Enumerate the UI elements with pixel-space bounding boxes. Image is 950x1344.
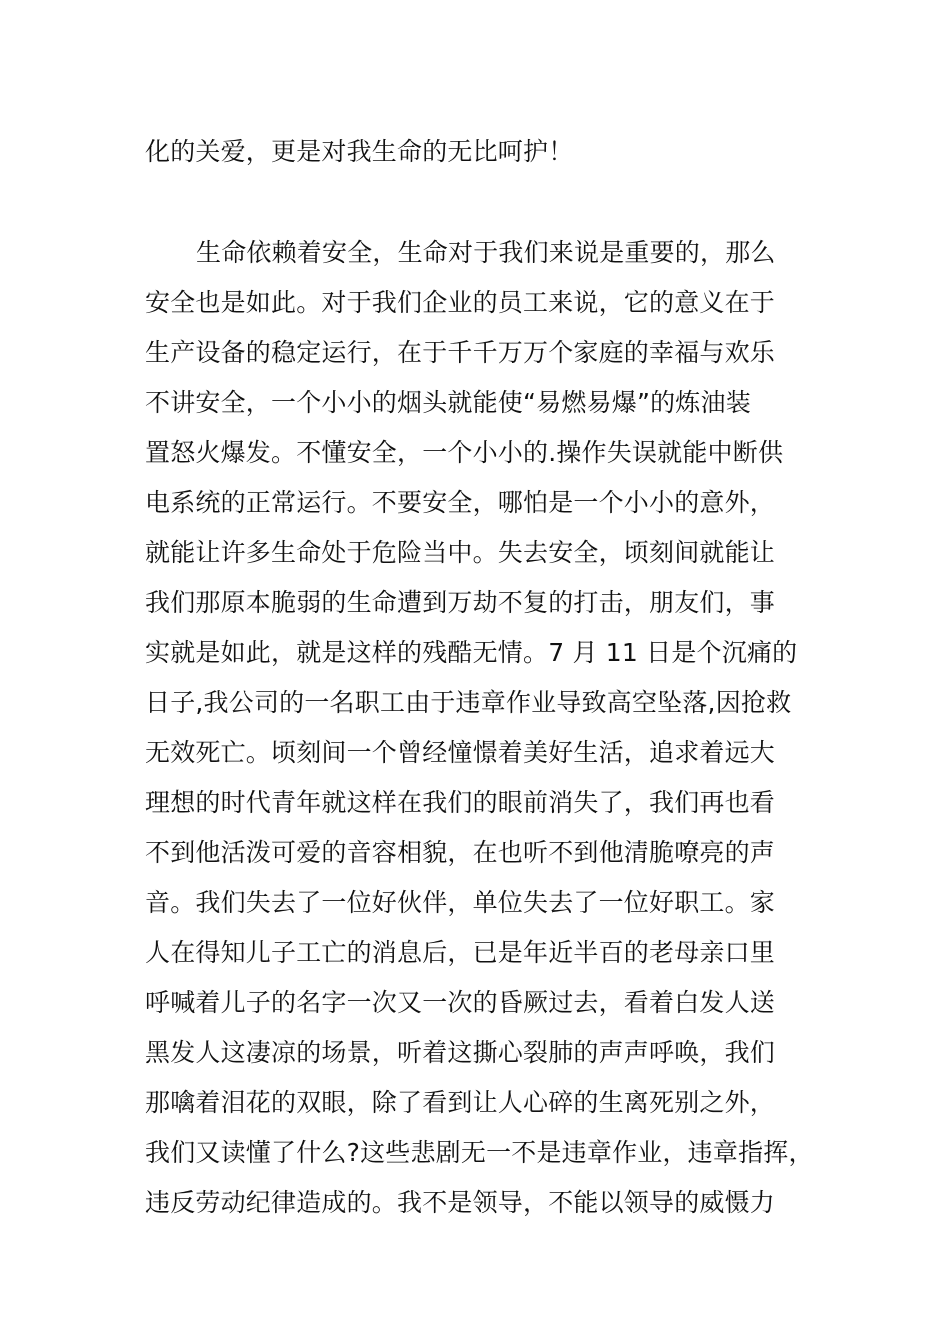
paragraph-line: 黑发人这凄凉的场景，听着这撕心裂肺的声声呼唤，我们 bbox=[145, 1038, 776, 1067]
paragraph-line: 我们那原本脆弱的生命遭到万劫不复的打击，朋友们，事 bbox=[145, 588, 776, 617]
paragraph-line: 违反劳动纪律造成的。我不是领导，不能以领导的威慑力 bbox=[145, 1188, 776, 1217]
paragraph-line: 安全也是如此。对于我们企业的员工来说，它的意义在于 bbox=[145, 288, 776, 317]
paragraph-line: 电系统的正常运行。不要安全，哪怕是一个小小的意外， bbox=[145, 488, 776, 517]
paragraph-line: 我们又读懂了什么?这些悲剧无一不是违章作业，违章指挥， bbox=[145, 1138, 814, 1167]
paragraph-line: 不讲安全，一个小小的烟头就能使“易燃易爆”的炼油装 bbox=[145, 388, 751, 417]
paragraph-line: 置怒火爆发。不懂安全，一个小小的.操作失误就能中断供 bbox=[145, 438, 784, 467]
paragraph-line: 无效死亡。顷刻间一个曾经憧憬着美好生活，追求着远大 bbox=[145, 738, 776, 767]
paragraph-line: 就能让许多生命处于危险当中。失去安全，顷刻间就能让 bbox=[145, 538, 776, 567]
opening-line: 化的关爱，更是对我生命的无比呵护！ bbox=[145, 137, 574, 166]
paragraph-line: 理想的时代青年就这样在我们的眼前消失了，我们再也看 bbox=[145, 788, 776, 817]
paragraph-line: 人在得知儿子工亡的消息后，已是年近半百的老母亲口里 bbox=[145, 938, 776, 967]
paragraph-line: 不到他活泼可爱的音容相貌，在也听不到他清脆嘹亮的声 bbox=[145, 838, 776, 867]
paragraph-line: 日子,我公司的一名职工由于违章作业导致高空坠落,因抢救 bbox=[145, 688, 792, 717]
paragraph-line: 生产设备的稳定运行，在于千千万万个家庭的幸福与欢乐 bbox=[145, 338, 776, 367]
paragraph-line: 呼喊着儿子的名字一次又一次的昏厥过去，看着白发人送 bbox=[145, 988, 776, 1017]
paragraph-line: 实就是如此，就是这样的残酷无情。7 月 11 日是个沉痛的 bbox=[145, 638, 798, 667]
paragraph-line: 音。我们失去了一位好伙伴，单位失去了一位好职工。家 bbox=[145, 888, 776, 917]
paragraph-line: 生命依赖着安全，生命对于我们来说是重要的，那么 bbox=[196, 238, 776, 267]
paragraph-line: 那噙着泪花的双眼，除了看到让人心碎的生离死别之外， bbox=[145, 1088, 776, 1117]
